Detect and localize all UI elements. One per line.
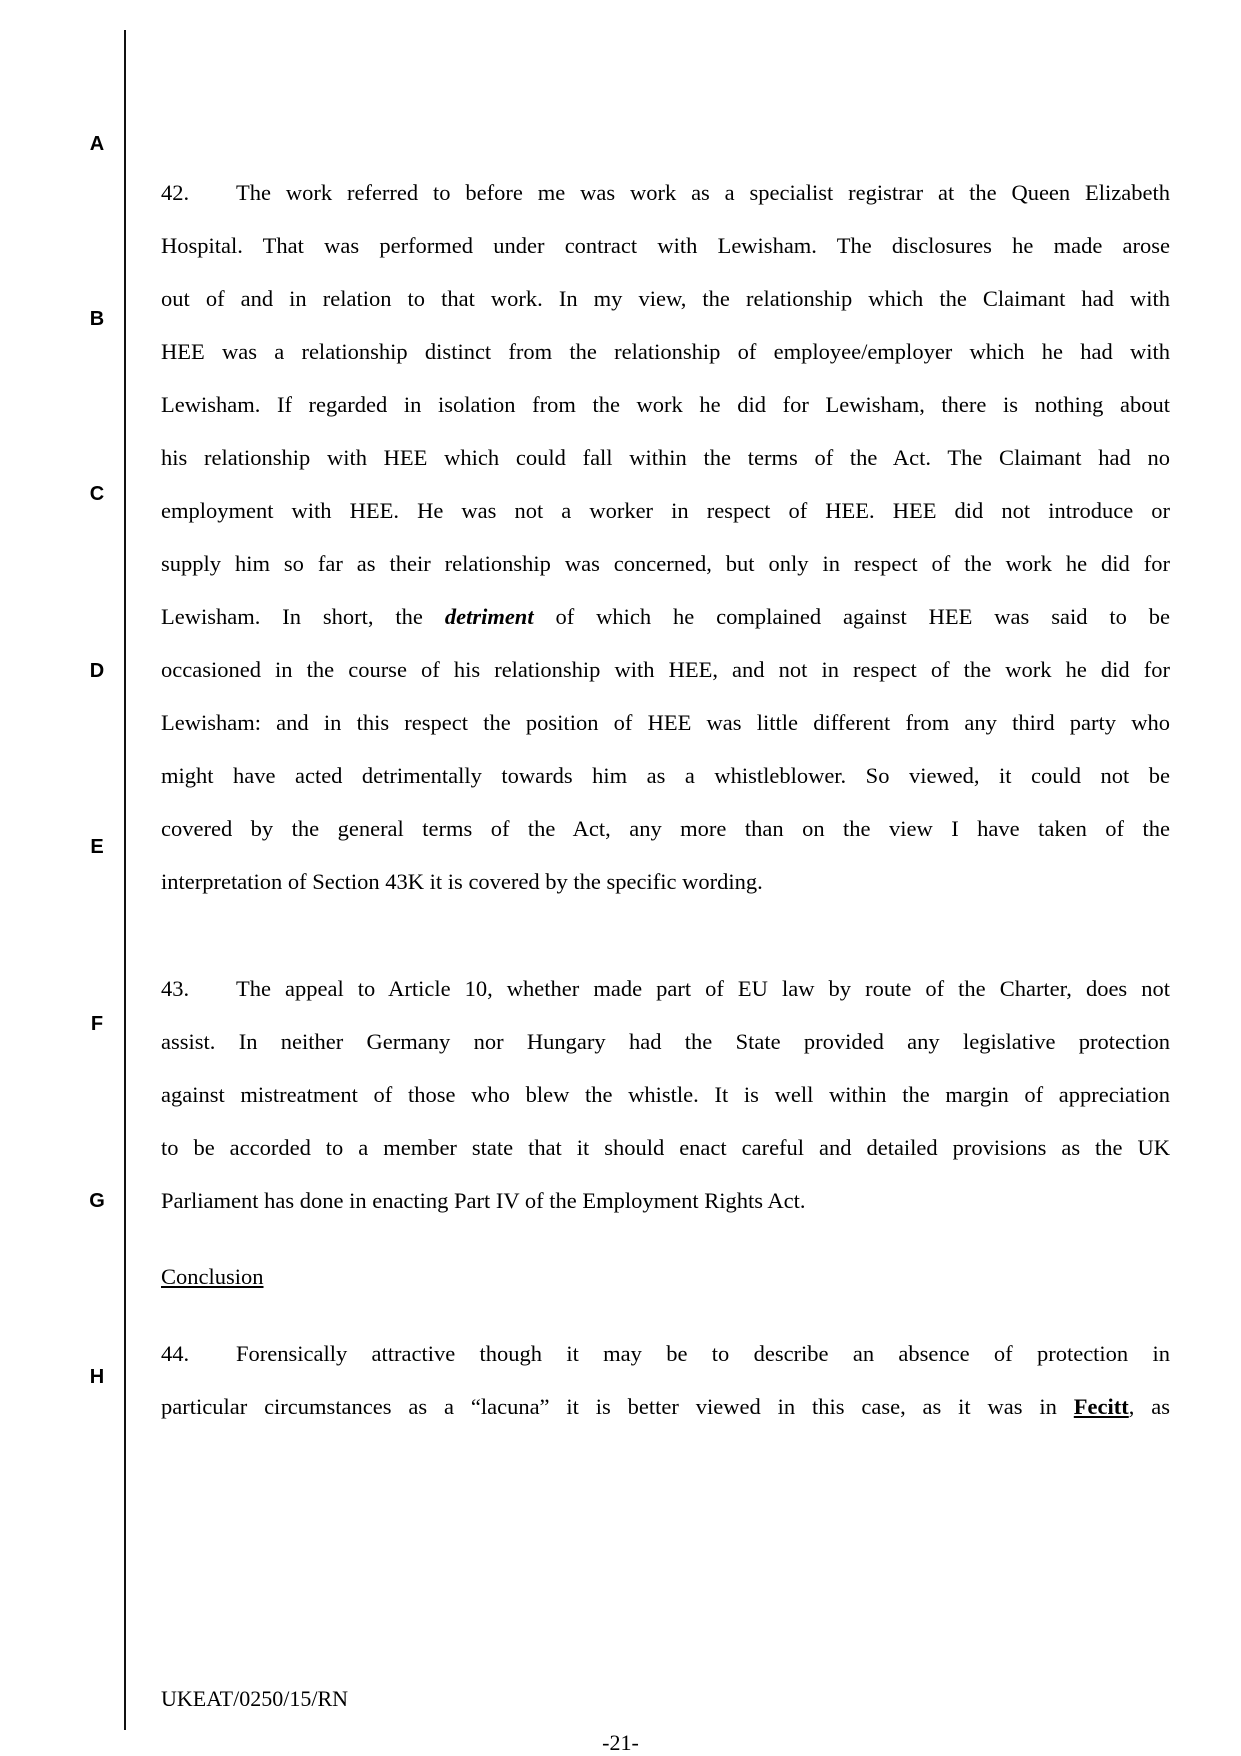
margin-letter-d: D [89, 660, 105, 682]
section-heading-conclusion [161, 1262, 1170, 1292]
case-reference: UKEAT/0250/15/RN [161, 1686, 348, 1711]
paragraph-line [161, 178, 1170, 208]
margin-letter-h: H [89, 1366, 105, 1388]
line-text: of which he complained against HEE was said to be [555, 604, 1170, 629]
margin-letter-b: B [89, 308, 105, 330]
paragraph-line: against mistreatment of those who blew the whistle. It is well within the margin of appreciation [161, 1082, 1170, 1107]
margin-letter-e: E [90, 836, 104, 858]
paragraph-line: employment with HEE. He was not a worker in respect of HEE. HEE did not introduce or [161, 498, 1170, 523]
line-text: Forensically attractive though it may be to describe an absence of protection in [236, 1341, 1170, 1366]
paragraph-number: 42. [161, 180, 190, 205]
paragraph-number: 43. [161, 976, 190, 1001]
paragraph-line: Parliament has done in enacting Part IV of the Employment Rights Act. [161, 1188, 806, 1213]
margin-letter-f: F [90, 1013, 104, 1035]
line-text: The appeal to Article 10, whether made part of EU law by route of the Charter, does not [236, 976, 1170, 1001]
line-text: , as [1128, 1394, 1171, 1419]
paragraph-line: assist. In neither Germany nor Hungary had the State provided any legislative protection [161, 1029, 1170, 1054]
margin-rule [124, 30, 126, 1730]
paragraph-line: supply him so far as their relationship was concerned, but only in respect of the work he did for [161, 551, 1170, 576]
paragraph-line: to be accorded to a member state that it should enact careful and detailed provisions as the UK [161, 1135, 1170, 1160]
paragraph-line: his relationship with HEE which could fall within the terms of the Act. The Claimant had no [161, 445, 1170, 470]
paragraph-line: Hospital. That was performed under contract with Lewisham. The disclosures he made arose [161, 233, 1170, 258]
paragraph-line: occasioned in the course of his relationship with HEE, and not in respect of the work he did for [161, 657, 1170, 682]
paragraph-line: Lewisham: and in this respect the position of HEE was little different from any third party who [161, 710, 1170, 735]
line-text: The work referred to before me was work as a specialist registrar at the Queen Elizabeth [236, 180, 1170, 205]
paragraph-number: 44. [161, 1341, 190, 1366]
paragraph-line [161, 1392, 1170, 1422]
paragraph-line: out of and in relation to that work. In my view, the relationship which the Claimant had with [161, 286, 1170, 311]
paragraph-line [161, 1339, 1170, 1369]
line-text: particular circumstances as a “lacuna” it is better viewed in this case, as it was in [161, 1394, 1057, 1419]
case-name-fecitt: Fecitt [1073, 1394, 1129, 1419]
paragraph-line: HEE was a relationship distinct from the relationship of employee/employer which he had with [161, 339, 1170, 364]
margin-letter-c: C [89, 483, 105, 505]
paragraph-line: covered by the general terms of the Act, any more than on the view I have taken of the [161, 816, 1170, 841]
paragraph-line: might have acted detrimentally towards him as a whistleblower. So viewed, it could not be [161, 763, 1170, 788]
paragraph-line: Lewisham. If regarded in isolation from the work he did for Lewisham, there is nothing about [161, 392, 1170, 417]
margin-letter-g: G [89, 1190, 105, 1212]
paragraph-line [161, 974, 1170, 1004]
paragraph-line: interpretation of Section 43K it is covered by the specific wording. [161, 869, 763, 894]
line-text: Lewisham. In short, the [161, 604, 423, 629]
page-number: -21- [602, 1730, 639, 1755]
heading-text: Conclusion [161, 1264, 264, 1289]
emphasis-detriment: detriment [444, 604, 534, 629]
paragraph-line [161, 602, 1170, 632]
margin-letter-a: A [89, 133, 105, 155]
